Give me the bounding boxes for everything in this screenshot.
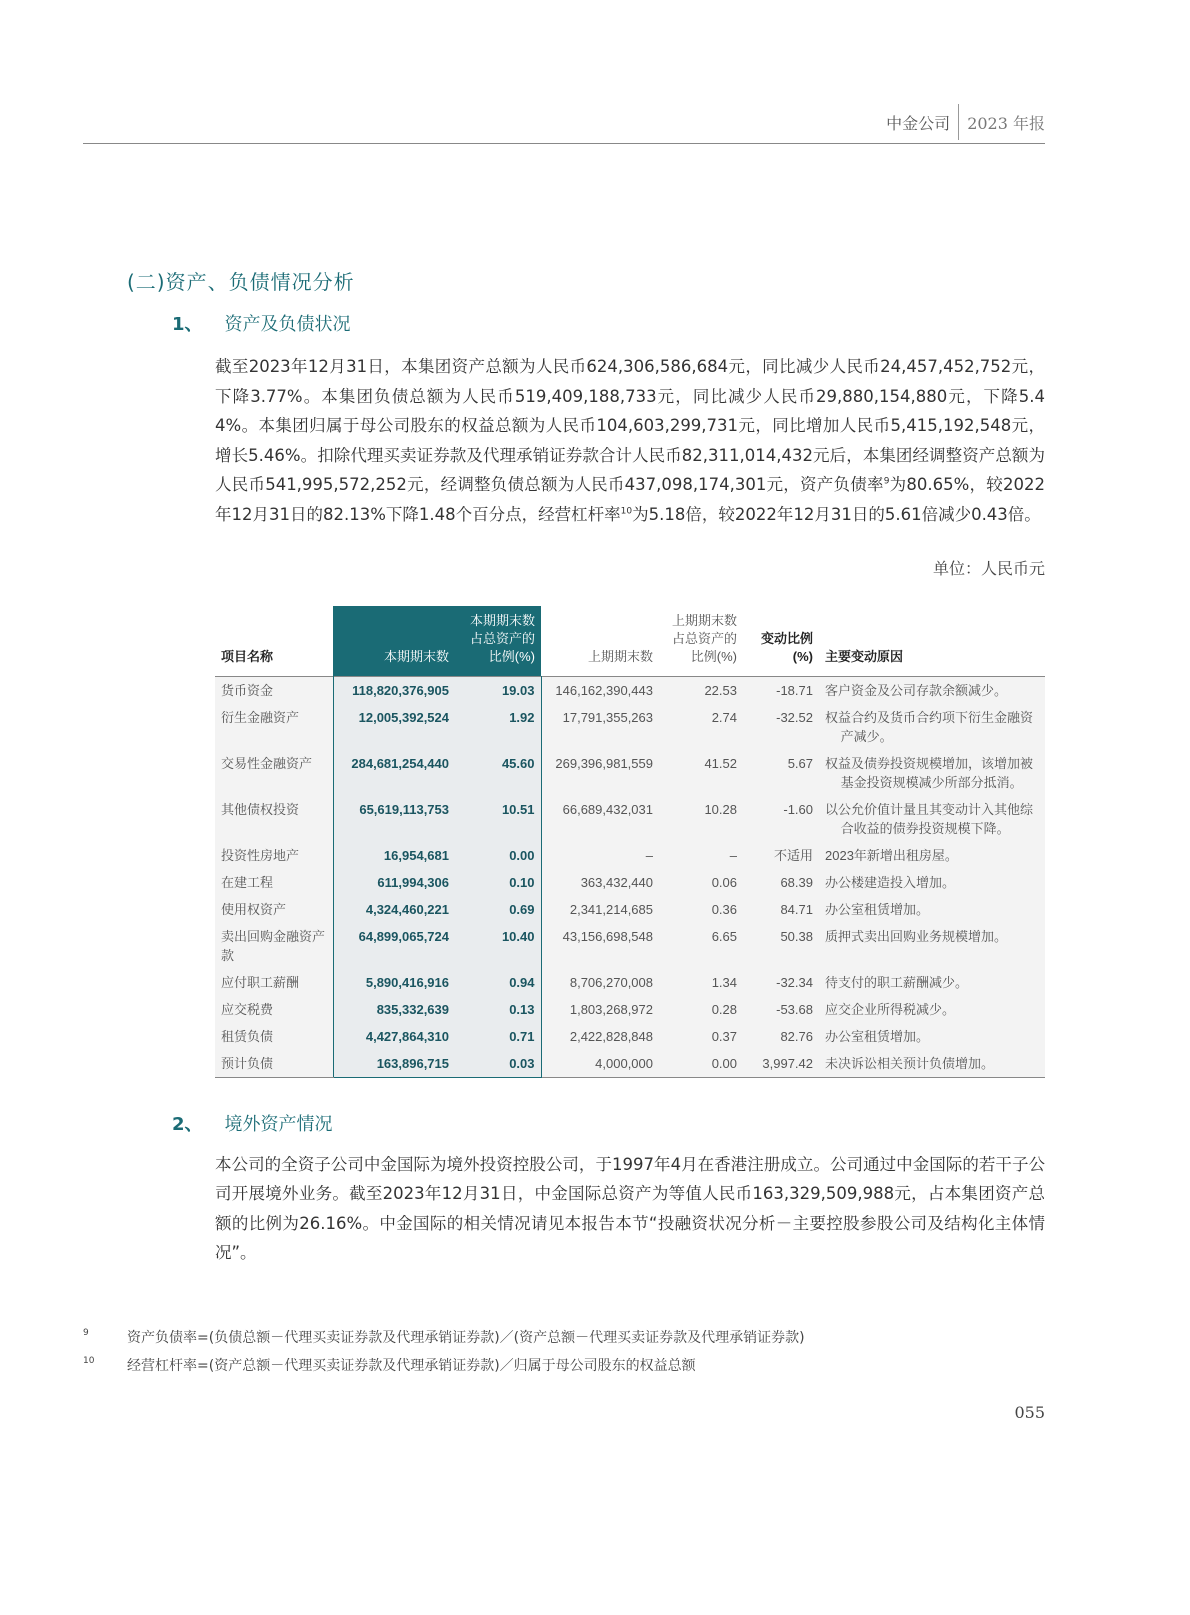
table-cell: 10.51: [455, 796, 541, 842]
assets-liabilities-table: [215, 606, 1045, 1078]
table-cell: 82.76: [780, 1028, 813, 1044]
table-cell: 10.40: [455, 923, 541, 969]
col-header: 上期期末数: [587, 648, 653, 664]
col-header: 本期期末数: [333, 606, 455, 677]
table-cell: 租赁负债: [221, 1028, 274, 1044]
table-row: [215, 996, 1045, 1023]
table-row: [215, 969, 1045, 996]
assets-liabilities-paragraph: [215, 352, 1045, 530]
table-cell: 0.28: [711, 1001, 737, 1017]
table-cell: 0.69: [455, 896, 541, 923]
table-cell: 17,791,355,263: [562, 709, 653, 725]
table-cell: 应交企业所得税减少。: [825, 1001, 956, 1017]
section-title: (二)资产、负债情况分析: [127, 270, 355, 294]
table-row: [215, 1023, 1045, 1050]
table-cell: -18.71: [776, 682, 813, 698]
company-name: 中金公司: [886, 113, 951, 133]
col-header: 本期期末数占总资产的比例(%): [455, 606, 541, 677]
subsection-number: 2、: [172, 1113, 203, 1135]
table-cell: 68.39: [780, 874, 813, 890]
footnote-ref: 9: [883, 476, 890, 487]
table-cell: 0.37: [711, 1028, 737, 1044]
table-cell: 未决诉讼相关预计负债增加。: [819, 1050, 1045, 1078]
col-header: 变动比例(%): [760, 630, 813, 664]
footnote-ref: 10: [620, 506, 633, 517]
table-cell: 衍生金融资产: [221, 709, 300, 725]
table-cell: 质押式卖出回购业务规模增加。: [825, 928, 1008, 944]
table-cell: 5,890,416,916: [333, 969, 455, 996]
table-cell: -32.52: [776, 709, 813, 725]
table-cell: 在建工程: [221, 874, 274, 890]
page-number: 055: [1014, 1402, 1045, 1422]
table-cell: 应交税费: [221, 1001, 274, 1017]
subsection-label: 境外资产情况: [224, 1113, 333, 1135]
table-cell: 办公楼建造投入增加。: [825, 874, 956, 890]
table-row: [215, 1050, 1045, 1078]
footnote-text: 经营杠杆率=(资产总额－代理买卖证券款及代理承销证券款)／归属于母公司股东的权益总额: [127, 1357, 696, 1374]
text: 截至2023年12月31日，本集团资产总额为人民币624,306,586,684元，同比减少人民币24,457,452,752元，下降3.77%。本集团负债总额为人民币519,409,188,733元，同比减少人民币29,880,154,880元，下降5.44%。本集团归属于母公司股东的权益总额为人民币104,603,299,731元，同比增加人民币5,415,192,548元，增长5.46%。扣除代理买卖证券款及代理承销证券款合计人民币82,311,014,432元后，本集团经调整资产总额为人民币541,995,572,252元，经调整负债总额为人民币437,098,174,301元，资产负债率: [215, 357, 1045, 495]
table-cell: 0.36: [711, 901, 737, 917]
subsection-label: 资产及负债状况: [224, 314, 351, 335]
table-cell: 45.60: [455, 750, 541, 796]
table-cell: 0.00: [455, 842, 541, 869]
table-row: [215, 750, 1045, 796]
table-cell: 0.94: [455, 969, 541, 996]
table-cell: 5.67: [787, 755, 813, 771]
table-cell: 10.28: [704, 801, 737, 817]
table-cell: 应付职工薪酬: [221, 974, 300, 990]
footnotes: [83, 1324, 1045, 1380]
table-cell: 16,954,681: [333, 842, 455, 869]
subsection-1-title: [172, 312, 1045, 338]
table-cell: 其他债权投资: [221, 801, 300, 817]
table-cell: 0.13: [455, 996, 541, 1023]
table-cell: 卖出回购金融资产款: [221, 928, 326, 963]
col-header: 主要变动原因: [825, 648, 904, 664]
table-cell: 客户资金及公司存款余额减少。: [825, 682, 1008, 698]
table-row: [215, 704, 1045, 750]
overseas-assets-paragraph: 本公司的全资子公司中金国际为境外投资控股公司，于1997年4月在香港注册成立。公司通过中金国际的若干子公司开展境外业务。截至2023年12月31日，中金国际总资产为等值人民币163,329,509,988元，占本集团资产总额的比例为26.16%。中金国际的相关情况请见本报告本节“投融资状况分析－主要控股参股公司及结构化主体情况”。: [215, 1154, 1045, 1263]
table-cell: -1.60: [783, 801, 813, 817]
table-cell: 43,156,698,548: [562, 928, 653, 944]
table-header-row: [215, 606, 1045, 677]
table-cell: 交易性金融资产: [221, 755, 313, 771]
table-cell: 货币资金: [221, 682, 274, 698]
table-cell: 0.00: [659, 1050, 743, 1078]
table-cell: 不适用: [773, 847, 813, 863]
table-row: [215, 869, 1045, 896]
table-cell: 146,162,390,443: [555, 682, 653, 698]
table-cell: 363,432,440: [580, 874, 653, 890]
table-cell: 投资性房地产: [221, 847, 300, 863]
table-cell: 84.71: [780, 901, 813, 917]
table-cell: 50.38: [780, 928, 813, 944]
table-cell: 0.10: [455, 869, 541, 896]
table-cell: 1.34: [711, 974, 737, 990]
table-cell: 6.65: [711, 928, 737, 944]
footnote-number: 10: [83, 1355, 95, 1366]
table-cell: 4,000,000: [541, 1050, 659, 1078]
table-row: [215, 796, 1045, 842]
table-cell: 0.71: [455, 1023, 541, 1050]
table-cell: 0.06: [711, 874, 737, 890]
subsection-number: 1、: [172, 314, 203, 335]
table-cell: 269,396,981,559: [555, 755, 653, 771]
table-cell: 118,820,376,905: [333, 676, 455, 704]
table-cell: 64,899,065,724: [333, 923, 455, 969]
text: 为80.65%，较2022年12月31日的82.13%下降1.48个百分点，经营杠杆率: [215, 475, 1045, 524]
table-cell: -53.68: [776, 1001, 813, 1017]
table-cell: 3,997.42: [743, 1050, 819, 1078]
table-cell: 2,341,214,685: [569, 901, 653, 917]
table-cell: 163,896,715: [333, 1050, 455, 1078]
footnote-number: 9: [83, 1327, 89, 1338]
table-row: [215, 676, 1045, 704]
table-cell: 8,706,270,008: [569, 974, 653, 990]
unit-label: 单位：人民币元: [932, 558, 1045, 578]
table-cell: –: [729, 847, 737, 863]
table-cell: 权益合约及货币合约项下衍生金融资产减少。: [825, 709, 1034, 744]
table-cell: 1,803,268,972: [569, 1001, 653, 1017]
table-cell: -32.34: [776, 974, 813, 990]
col-header: 项目名称: [221, 648, 274, 664]
table-cell: 办公室租赁增加。: [825, 901, 930, 917]
subsection-2-title: [172, 1112, 1045, 1138]
table-cell: 12,005,392,524: [333, 704, 455, 750]
table-cell: 2023年新增出租房屋。: [825, 847, 958, 863]
text: 为5.18倍，较2022年12月31日的5.61倍减少0.43倍。: [632, 504, 1041, 524]
table-cell: 0.03: [455, 1050, 541, 1078]
table-cell: 权益及债券投资规模增加，该增加被基金投资规模减少所部分抵消。: [825, 755, 1034, 790]
footnote: [83, 1352, 1045, 1380]
table-cell: –: [645, 847, 653, 863]
table-cell: 22.53: [704, 682, 737, 698]
col-header: 上期期末数占总资产的比例(%): [671, 612, 737, 664]
table-cell: 使用权资产: [221, 901, 287, 917]
table-cell: 2.74: [711, 709, 737, 725]
table-cell: 2,422,828,848: [569, 1028, 653, 1044]
table-cell: 4,324,460,221: [333, 896, 455, 923]
table-cell: 1.92: [455, 704, 541, 750]
report-name: 2023 年报: [967, 113, 1045, 133]
table-cell: 预计负债: [215, 1050, 333, 1078]
table-cell: 4,427,864,310: [333, 1023, 455, 1050]
table-cell: 66,689,432,031: [562, 801, 653, 817]
table-cell: 284,681,254,440: [333, 750, 455, 796]
table-row: [215, 842, 1045, 869]
footnote: [83, 1324, 1045, 1352]
table-cell: 以公允价值计量且其变动计入其他综合收益的债券投资规模下降。: [825, 801, 1034, 836]
table-cell: 611,994,306: [333, 869, 455, 896]
footnote-text: 资产负债率=(负债总额－代理买卖证券款及代理承销证券款)／(资产总额－代理买卖证券款及代理承销证券款): [127, 1329, 805, 1346]
table-row: [215, 896, 1045, 923]
table-row: [215, 923, 1045, 969]
table-cell: 待支付的职工薪酬减少。: [825, 974, 969, 990]
table-cell: 41.52: [704, 755, 737, 771]
table-cell: 835,332,639: [333, 996, 455, 1023]
table-cell: 65,619,113,753: [333, 796, 455, 842]
table-cell: 19.03: [455, 676, 541, 704]
table-cell: 办公室租赁增加。: [825, 1028, 930, 1044]
